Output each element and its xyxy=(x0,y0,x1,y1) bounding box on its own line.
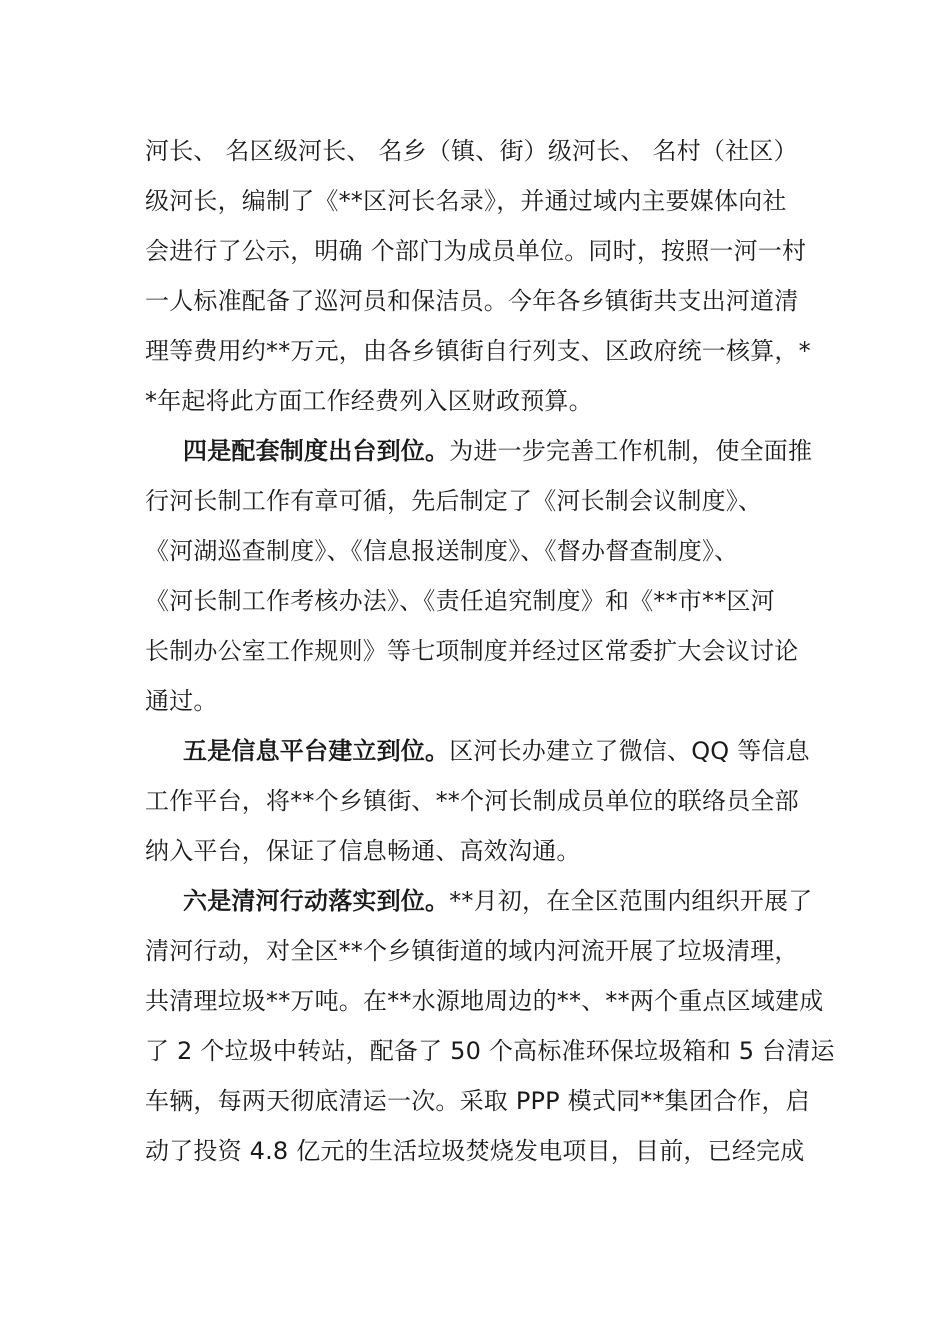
section-heading: 五是信息平台建立到位。 xyxy=(183,737,450,765)
text-line: *年起将此方面工作经费列入区财政预算。 xyxy=(145,387,593,415)
text-line: 了 2 个垃圾中转站，配备了 50 个高标准环保垃圾箱和 5 台清运 xyxy=(145,1037,835,1065)
text-line: 会进行了公示，明确 个部门为成员单位。同时，按照一河一村 xyxy=(145,237,807,265)
paragraph-first-line xyxy=(183,733,853,769)
text-run: **月初，在全区范围内组织开展了 xyxy=(449,887,813,915)
text-run: 区河长办建立了微信、QQ 等信息 xyxy=(449,737,810,765)
text-line: 《河湖巡查制度》、《信息报送制度》、《督办督查制度》、 xyxy=(145,537,739,565)
text-line: 清河行动，对全区**个乡镇街道的域内河流开展了垃圾清理， xyxy=(145,937,799,965)
text-line: 车辆，每两天彻底清运一次。采取 PPP 模式同**集团合作，启 xyxy=(145,1087,810,1115)
text-line: 长制办公室工作规则》等七项制度并经过区常委扩大会议讨论 xyxy=(145,637,799,665)
text-line: 纳入平台，保证了信息畅通、高效沟通。 xyxy=(145,837,581,865)
text-line: 行河长制工作有章可循，先后制定了《河长制会议制度》、 xyxy=(145,487,763,515)
paragraph-first-line xyxy=(183,883,853,919)
paragraph-first-line xyxy=(183,433,853,469)
text-line: 级河长，编制了《**区河长名录》，并通过域内主要媒体向社 xyxy=(145,187,787,215)
text-line: 一人标准配备了巡河员和保洁员。今年各乡镇街共支出河道清 xyxy=(145,287,799,315)
text-run: 为进一步完善工作机制，使全面推 xyxy=(449,437,813,465)
section-heading: 六是清河行动落实到位。 xyxy=(183,887,450,915)
text-line: 河长、 名区级河长、 名乡（镇、街）级河长、 名村（社区） xyxy=(145,137,798,165)
text-line: 《河长制工作考核办法》、《责任追究制度》和《**市**区河 xyxy=(145,587,775,615)
section-heading: 四是配套制度出台到位。 xyxy=(183,437,450,465)
text-line: 理等费用约**万元，由各乡镇街自行列支、区政府统一核算，* xyxy=(145,337,811,365)
text-line: 共清理垃圾**万吨。在**水源地周边的**、**两个重点区域建成 xyxy=(145,987,824,1015)
text-line: 通过。 xyxy=(145,687,218,715)
text-line: 动了投资 4.8 亿元的生活垃圾焚烧发电项目，目前，已经完成 xyxy=(145,1137,805,1165)
text-line: 工作平台，将**个乡镇街、**个河长制成员单位的联络员全部 xyxy=(145,787,799,815)
